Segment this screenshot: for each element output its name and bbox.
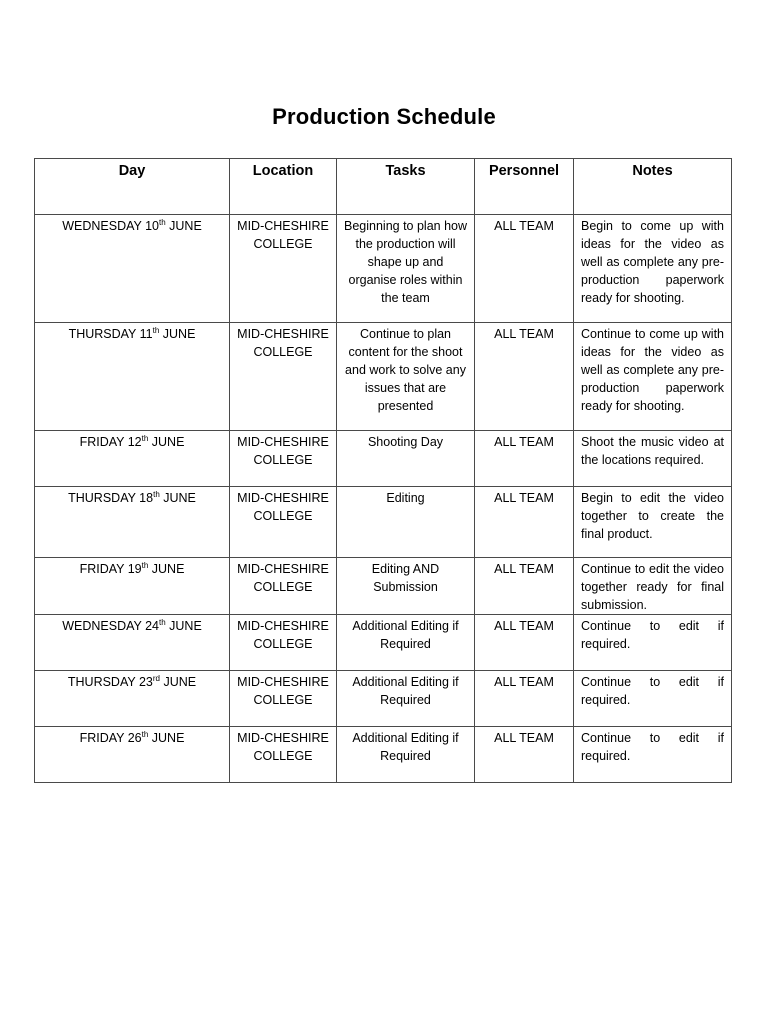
tasks-cell: Editing <box>337 487 475 558</box>
table-row <box>35 558 732 615</box>
tasks-cell: Additional Editing if Required <box>337 671 475 727</box>
tasks-cell: Editing AND Submission <box>337 558 475 615</box>
personnel-cell: ALL TEAM <box>475 615 574 671</box>
location-cell: MID-CHESHIRE COLLEGE <box>230 615 337 671</box>
table-row <box>35 487 732 558</box>
table-row <box>35 431 732 487</box>
notes-cell: Continue to edit the video together ready for final submission. <box>574 558 732 615</box>
tasks-cell: Additional Editing if Required <box>337 727 475 783</box>
day-cell: FRIDAY 19th JUNE <box>35 558 230 615</box>
tasks-cell: Continue to plan content for the shoot and work to solve any issues that are presented <box>337 323 475 431</box>
notes-cell: Begin to edit the video together to create the final product. <box>574 487 732 558</box>
day-cell: THURSDAY 18th JUNE <box>35 487 230 558</box>
day-cell: WEDNESDAY 24th JUNE <box>35 615 230 671</box>
day-cell: THURSDAY 11th JUNE <box>35 323 230 431</box>
table-row <box>35 215 732 323</box>
personnel-cell: ALL TEAM <box>475 671 574 727</box>
header-tasks: Tasks <box>337 159 475 215</box>
page-title: Production Schedule <box>272 104 496 129</box>
location-cell: MID-CHESHIRE COLLEGE <box>230 323 337 431</box>
personnel-cell: ALL TEAM <box>475 431 574 487</box>
header-location: Location <box>230 159 337 215</box>
notes-cell: Continue to edit if required. <box>574 727 732 783</box>
personnel-cell: ALL TEAM <box>475 323 574 431</box>
table-row <box>35 323 732 431</box>
personnel-cell: ALL TEAM <box>475 487 574 558</box>
location-cell: MID-CHESHIRE COLLEGE <box>230 215 337 323</box>
location-cell: MID-CHESHIRE COLLEGE <box>230 487 337 558</box>
header-notes: Notes <box>574 159 732 215</box>
table-row <box>35 615 732 671</box>
tasks-cell: Shooting Day <box>337 431 475 487</box>
location-cell: MID-CHESHIRE COLLEGE <box>230 558 337 615</box>
day-cell: THURSDAY 23rd JUNE <box>35 671 230 727</box>
tasks-cell: Beginning to plan how the production will shape up and organise roles within the team <box>337 215 475 323</box>
day-cell: WEDNESDAY 10th JUNE <box>35 215 230 323</box>
location-cell: MID-CHESHIRE COLLEGE <box>230 671 337 727</box>
notes-cell: Shoot the music video at the locations required. <box>574 431 732 487</box>
header-day: Day <box>35 159 230 215</box>
schedule-table <box>34 158 732 783</box>
notes-cell: Continue to edit if required. <box>574 671 732 727</box>
notes-cell: Continue to edit if required. <box>574 615 732 671</box>
day-cell: FRIDAY 26th JUNE <box>35 727 230 783</box>
location-cell: MID-CHESHIRE COLLEGE <box>230 727 337 783</box>
day-cell: FRIDAY 12th JUNE <box>35 431 230 487</box>
location-cell: MID-CHESHIRE COLLEGE <box>230 431 337 487</box>
personnel-cell: ALL TEAM <box>475 727 574 783</box>
personnel-cell: ALL TEAM <box>475 558 574 615</box>
header-row <box>35 159 732 215</box>
personnel-cell: ALL TEAM <box>475 215 574 323</box>
table-row <box>35 671 732 727</box>
table-row <box>35 727 732 783</box>
tasks-cell: Additional Editing if Required <box>337 615 475 671</box>
header-personnel: Personnel <box>475 159 574 215</box>
notes-cell: Begin to come up with ideas for the video as well as complete any pre-production paperwork ready for shooting. <box>574 215 732 323</box>
notes-cell: Continue to come up with ideas for the video as well as complete any pre-production paperwork ready for shooting. <box>574 323 732 431</box>
